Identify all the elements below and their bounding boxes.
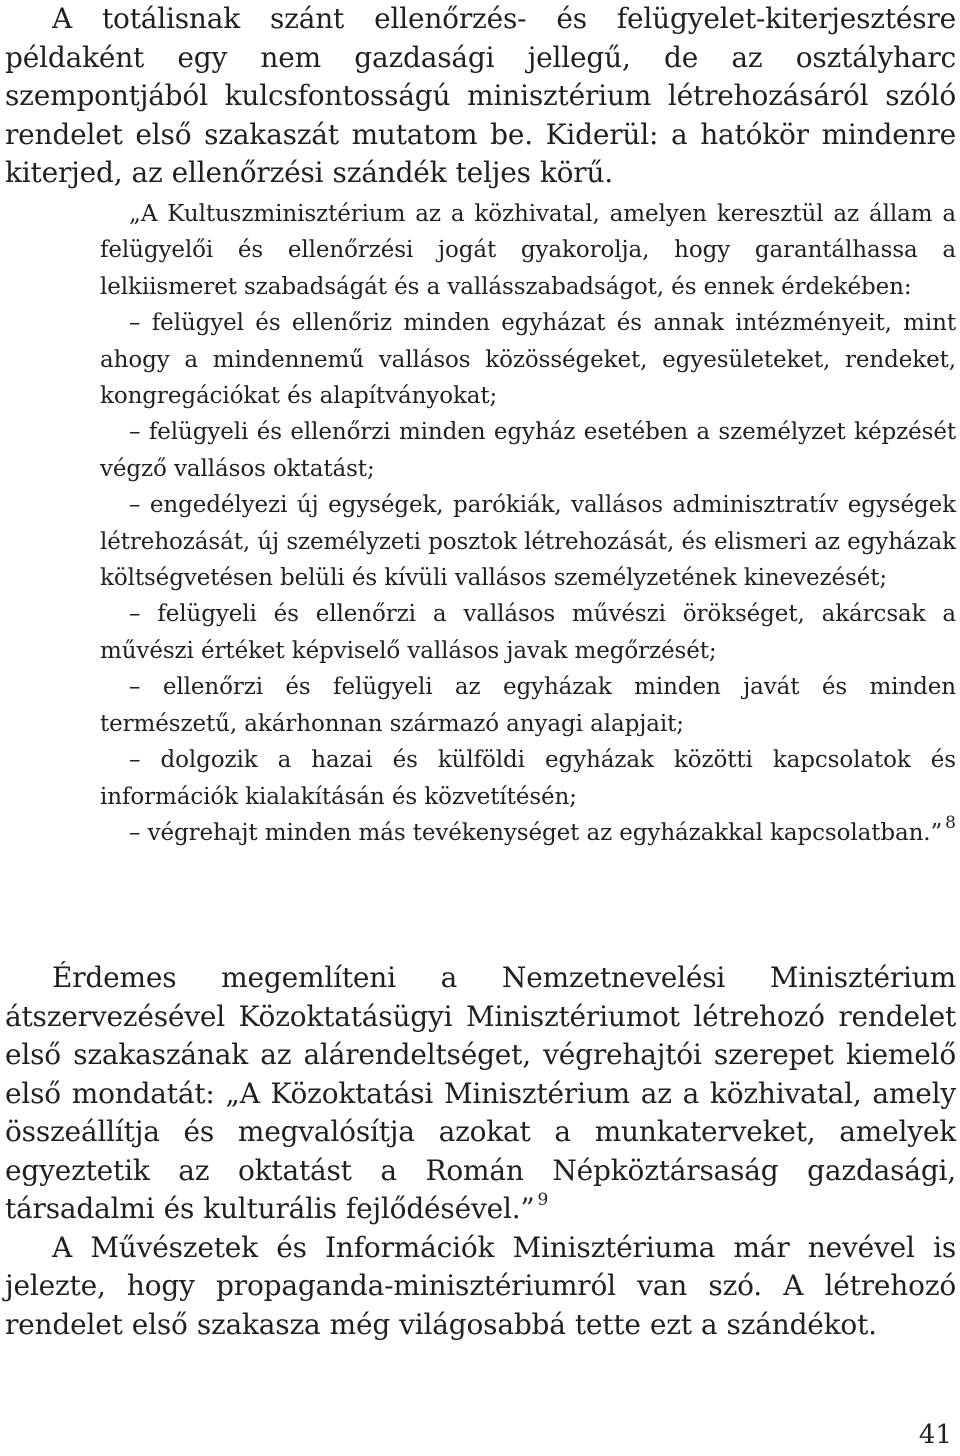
block-quote: [100, 196, 956, 851]
quote-intro: „A Kultuszminisztérium az a közhivatal, amelyen keresztül az állam a felügyelői és ellenőrzési jogát gyakorolja, hogy garantálhassa a lelkiismeret szabadságát és a vallásszabadságot, és ennek érdekében:: [100, 201, 956, 300]
paragraph-3: A Művészetek és Információk Minisztériuma már nevével is jelezte, hogy propaganda-minisztériumról van szó. A létrehozó rendelet első szakasza még világosabbá tette ezt a szándékot.: [5, 1230, 956, 1341]
footnote-marker: 8: [945, 813, 956, 834]
page-number: 41: [918, 1420, 952, 1450]
quote-list-item: – engedélyezi új egységek, parókiák, vallásos adminisztratív egységek létrehozását, új személyzeti posztok létrehozását, és elismeri az egyházak költségvetésen belüli és kívüli vallásos személyzetének kinevezését;: [100, 487, 956, 596]
quote-list-item: – ellenőrzi és felügyeli az egyházak minden javát és minden természetű, akárhonnan származó anyagi alapjait;: [100, 669, 956, 742]
quote-list-item: – dolgozik a hazai és külföldi egyházak közötti kapcsolatok és információk kialakításán és közvetítésén;: [100, 742, 956, 815]
paragraph-2: Érdemes megemlíteni a Nemzetnevelési Minisztérium átszervezésével Közoktatásügyi Minisztériumot létrehozó rendelet első szakaszának az alárendeltséget, végrehajtói szerepet kiemelő első mondatát: „A Közoktatási Minisztérium az a közhivatal, amely összeállítja és megvalósítja azokat a munkaterveket, amelyek egyeztetik az oktatást a Román Népköztársaság gazdasági, társadalmi és kulturális fejlődésével.” $^9$: [5, 961, 956, 1225]
quote-list-item: – felügyeli és ellenőrzi a vallásos művészi örökséget, akárcsak a művészi értéket képviselő vallásos javak megőrzését;: [100, 596, 956, 669]
paragraph-1: A totálisnak szánt ellenőrzés- és felügyelet-kiterjesztésre példaként egy nem gazdasági jellegű, de az osztályharc szempontjából kulcsfontosságú minisztérium létrehozásáról szóló rendelet első szakaszát mutatom be. Kiderül: a hatókör mindenre kiterjed, az ellenőrzési szándék teljes körű.: [5, 2, 956, 189]
body-text-bottom: [5, 959, 956, 1344]
footnote-marker: 9: [537, 1189, 549, 1210]
body-text-top: [5, 0, 956, 193]
quote-list-item: – végrehajt minden más tevékenységet az egyházakkal kapcsolatban.” $^8$: [100, 815, 956, 851]
quote-list-item: – felügyel és ellenőriz minden egyházat és annak intézményeit, mint ahogy a mindennemű vallásos közösségeket, egyesületeket, rendeket, kongregációkat és alapítványokat;: [100, 305, 956, 414]
quote-list-item: – felügyeli és ellenőrzi minden egyház esetében a személyzet képzését végző vallásos oktatást;: [100, 414, 956, 487]
